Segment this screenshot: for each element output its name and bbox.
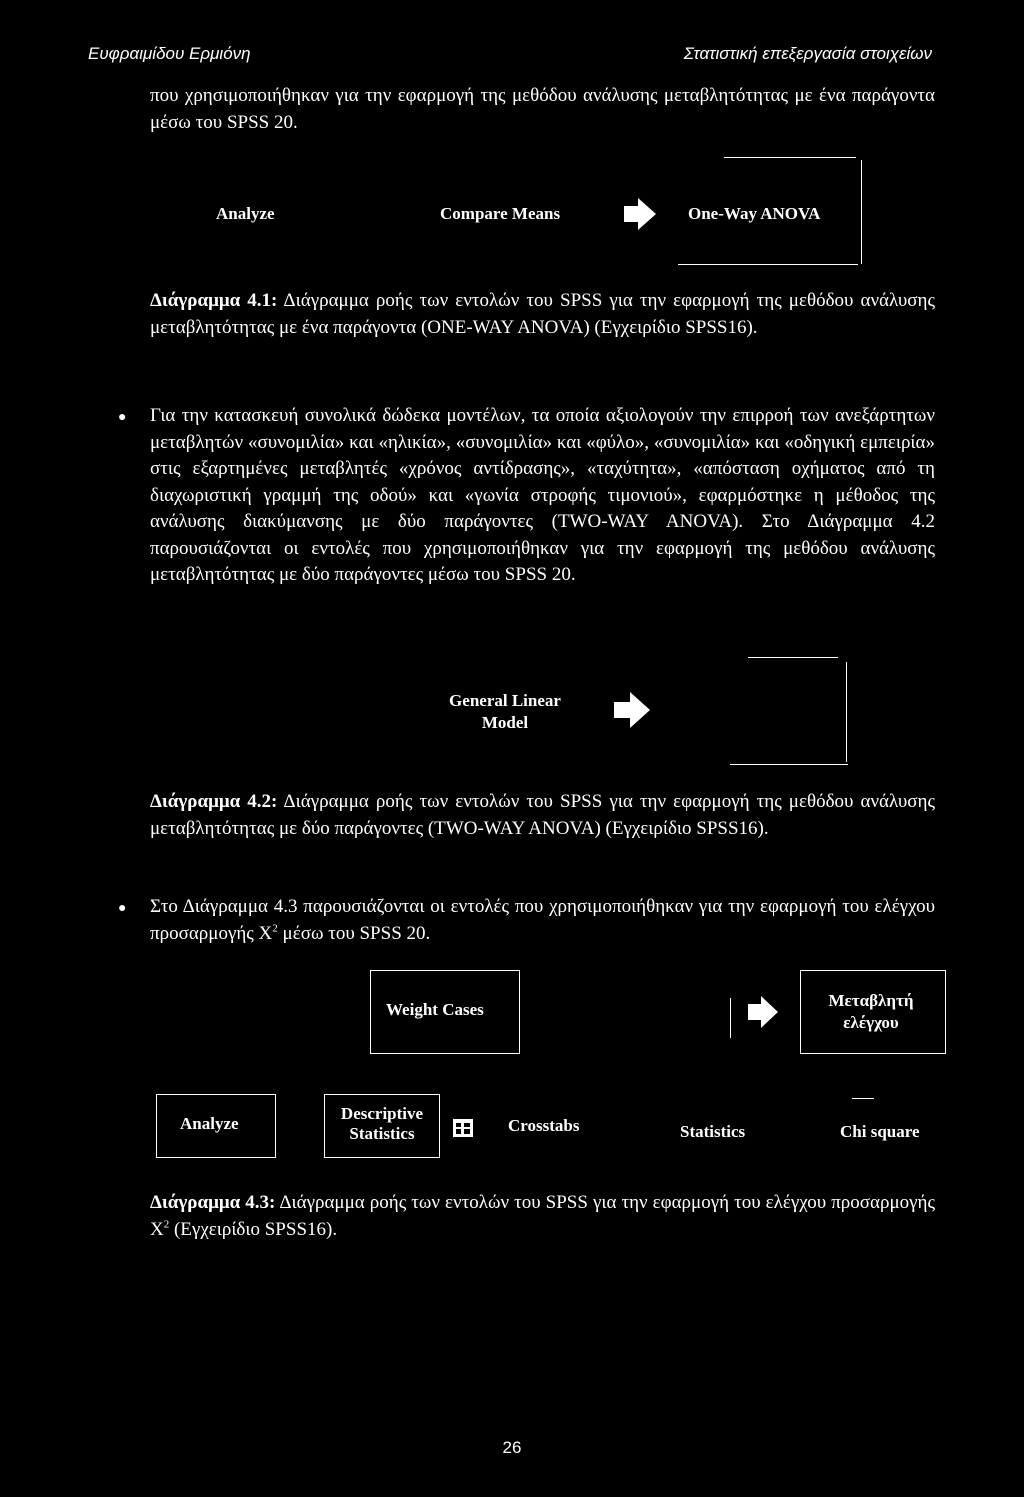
right-arrow-icon — [746, 994, 780, 1030]
diagram3-crosstabs: Crosstabs — [508, 1116, 580, 1135]
diagram3-line — [852, 1098, 874, 1099]
diagram2-step-general-linear-model: General Linear Model — [449, 691, 561, 732]
diagram3-chi-square: Chi square — [840, 1122, 920, 1141]
diagram1-box-side — [861, 160, 862, 264]
bullet-icon: ● — [118, 410, 127, 425]
caption3-label: Διάγραμμα 4.3: — [150, 1192, 276, 1213]
bullet-icon: ● — [118, 901, 127, 916]
intro-paragraph: που χρησιμοποιήθηκαν για την εφαρμογή της μεθόδου ανάλυσης μεταβλητότητας με ένα παράγοντα μέσω του SPSS 20. — [150, 85, 935, 133]
caption-4-1 — [150, 288, 935, 341]
bullet1-paragraph: Για την κατασκευή συνολικά δώδεκα μοντέλων, τα οποία αξιολογούν την επιρροή των ανεξάρτητων μεταβλητών «συνομιλία» και «ηλικία», «συνομιλία» και «φύλο», «συνομιλία» και «οδηγική εμπειρία» στις εξαρτημένες μεταβλητές «χρόνος αντίδρασης», «ταχύτητα», «απόσταση οχήματος από τη διαχωριστική γραμμή της οδού» και «γωνία στροφής τιμονιού», εφαρμόστηκε η μέθοδος της ανάλυσης διακύμανσης με δύο παράγοντες (TWO-WAY ANOVA). Στο Διάγραμμα 4.2 παρουσιάζονται οι εντολές που χρησιμοποιήθηκαν για την εφαρμογή της μεθόδου ανάλυσης μεταβλητότητας με δύο παράγοντες μέσω του SPSS 20. — [150, 405, 935, 585]
diagram1-step-compare-means: Compare Means — [440, 204, 561, 223]
caption2-text: Διάγραμμα ροής των εντολών του SPSS για την εφαρμογή της μεθόδου ανάλυσης μεταβλητότητας με δύο παράγοντες (TWO-WAY ANOVA) (Εγχειρίδιο SPSS16). — [150, 791, 935, 839]
diagram3-weight-cases: Weight Cases — [386, 1000, 484, 1019]
caption2-label: Διάγραμμα 4.2: — [150, 791, 278, 812]
diagram1-step-analyze: Analyze — [216, 204, 275, 223]
caption3-text-before: Διάγραμμα ροής των εντολών του SPSS για την εφαρμογή του ελέγχου προσαρμογής Χ — [150, 1192, 935, 1240]
diagram3-analyze: Analyze — [180, 1114, 239, 1133]
caption3-superscript: 2 — [163, 1218, 170, 1231]
bullet2-text-before: Στο Διάγραμμα 4.3 παρουσιάζονται οι εντολές που χρησιμοποιήθηκαν για την εφαρμογή του ελέγχου προσαρμογής Χ — [150, 896, 935, 944]
diagram2-box-side — [846, 662, 847, 762]
diagram3-statistics: Statistics — [680, 1122, 746, 1141]
caption1-text: Διάγραμμα ροής των εντολών του SPSS για την εφαρμογή της μεθόδου ανάλυσης μεταβλητότητας με ένα παράγοντα (ONE-WAY ANOVA) (Εγχειρίδιο SPSS16). — [150, 290, 935, 338]
right-arrow-icon — [622, 196, 658, 232]
diagram3-control-variable: Μεταβλητή ελέγχου — [828, 991, 914, 1032]
right-arrow-icon — [612, 690, 652, 730]
caption3-text-after: (Εγχειρίδιο SPSS16). — [169, 1218, 338, 1240]
diagram2-box-top — [748, 657, 838, 658]
diagram1-step-one-way-anova: One-Way ANOVA — [688, 204, 821, 223]
header-author: Ευφραιμίδου Ερμιόνη — [88, 44, 251, 63]
page-number: 26 — [502, 1438, 522, 1457]
bullet2-paragraph — [150, 894, 935, 947]
caption1-label: Διάγραμμα 4.1: — [150, 290, 278, 311]
bullet2-superscript: 2 — [272, 922, 278, 935]
bullet2-text-after: μέσω του SPSS 20. — [277, 922, 431, 944]
caption-4-2 — [150, 789, 935, 842]
diagram1-box-top — [724, 157, 856, 158]
table-icon — [452, 1118, 474, 1138]
diagram1-box-bottom — [678, 264, 858, 265]
header-title: Στατιστική επεξεργασία στοιχείων — [683, 44, 932, 63]
diagram3-descriptive-statistics: Descriptive Statistics — [340, 1104, 424, 1143]
diagram2-box-bottom — [730, 764, 848, 765]
caption-4-3 — [150, 1190, 935, 1243]
diagram3-divider — [730, 998, 731, 1038]
